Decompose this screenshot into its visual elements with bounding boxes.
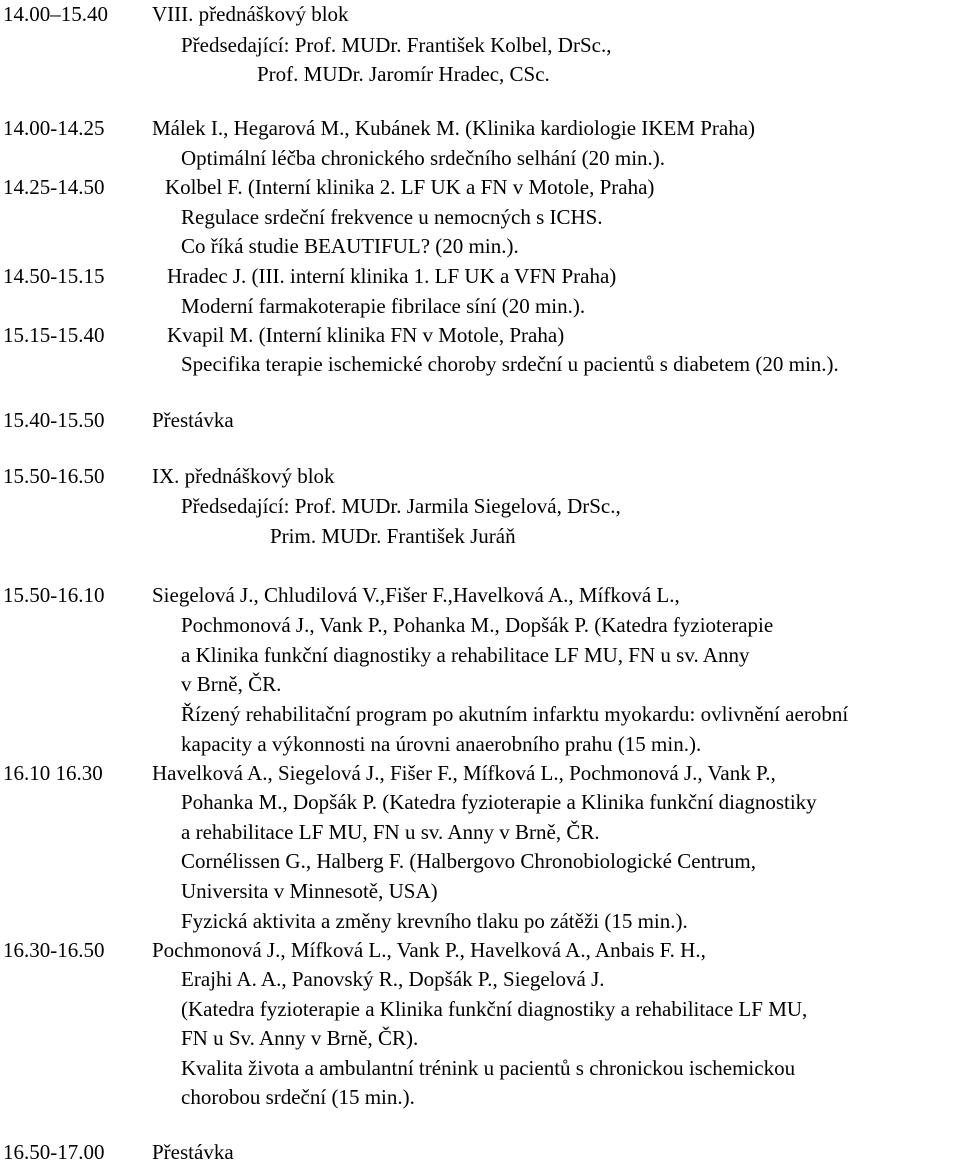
talk-authors: Pochmonová J., Mífková L., Vank P., Havelková A., Anbais F. H.,: [152, 938, 706, 962]
talk-title: kapacity a výkonnosti na úrovni anaerobního prahu (15 min.).: [181, 732, 702, 756]
talk-title: Fyzická aktivita a změny krevního tlaku po zátěži (15 min.).: [181, 909, 688, 933]
talk-time: 15.50-16.10: [3, 583, 105, 607]
talk-affiliation: (Katedra fyzioterapie a Klinika funkční diagnostiky a rehabilitace LF MU,: [181, 997, 808, 1021]
talk-title: Řízený rehabilitační program po akutním infarktu myokardu: ovlivnění aerobní: [181, 702, 849, 726]
chair-line: Prof. MUDr. Jaromír Hradec, CSc.: [257, 62, 550, 86]
talk-authors: Pochmonová J., Vank P., Pohanka M., Dopšák P. (Katedra fyzioterapie: [181, 613, 774, 637]
chair-line: Předsedající: Prof. MUDr. Jarmila Siegelová, DrSc.,: [181, 494, 621, 518]
chair-line: Předsedající: Prof. MUDr. František Kolbel, DrSc.,: [181, 33, 612, 57]
talk-affiliation: FN u Sv. Anny v Brně, ČR).: [181, 1026, 419, 1050]
talk-authors: Málek I., Hegarová M., Kubánek M. (Klinika kardiologie IKEM Praha): [152, 116, 756, 140]
talk-time: 14.25-14.50: [3, 175, 105, 199]
break-label: Přestávka: [152, 1140, 234, 1164]
talk-time: 14.50-15.15: [3, 264, 105, 288]
talk-time: 16.10 16.30: [3, 761, 103, 785]
talk-title: Co říká studie BEAUTIFUL? (20 min.).: [181, 234, 519, 258]
talk-authors: Cornélissen G., Halberg F. (Halbergovo Chronobiologické Centrum,: [181, 849, 756, 873]
session-title: VIII. přednáškový blok: [152, 2, 349, 26]
talk-time: 15.15-15.40: [3, 323, 105, 347]
talk-title: Moderní farmakoterapie fibrilace síní (20 min.).: [181, 294, 586, 318]
talk-time: 16.30-16.50: [3, 938, 105, 962]
talk-title: chorobou srdeční (15 min.).: [181, 1085, 415, 1109]
talk-affiliation: v Brně, ČR.: [181, 672, 282, 696]
talk-title: Regulace srdeční frekvence u nemocných s ICHS.: [181, 205, 603, 229]
break-label: Přestávka: [152, 408, 234, 432]
session-time: 14.00–15.40: [3, 2, 108, 26]
break-time: 15.40-15.50: [3, 408, 105, 432]
talk-time: 14.00-14.25: [3, 116, 105, 140]
talk-affiliation: a rehabilitace LF MU, FN u sv. Anny v Brně, ČR.: [181, 820, 600, 844]
talk-authors: Havelková A., Siegelová J., Fišer F., Mífková L., Pochmonová J., Vank P.,: [152, 761, 776, 785]
talk-authors: Hradec J. (III. interní klinika 1. LF UK a VFN Praha): [167, 264, 617, 288]
chair-line: Prim. MUDr. František Juráň: [270, 524, 516, 548]
talk-title: Kvalita života a ambulantní trénink u pacientů s chronickou ischemickou: [181, 1056, 796, 1080]
talk-authors: Siegelová J., Chludilová V.,Fišer F.,Havelková A., Mífková L.,: [152, 583, 680, 607]
talk-affiliation: a Klinika funkční diagnostiky a rehabilitace LF MU, FN u sv. Anny: [181, 643, 750, 667]
talk-authors: Erajhi A. A., Panovský R., Dopšák P., Siegelová J.: [181, 967, 605, 991]
talk-authors: Kvapil M. (Interní klinika FN v Motole, Praha): [167, 323, 565, 347]
talk-title: Specifika terapie ischemické choroby srdeční u pacientů s diabetem (20 min.).: [181, 352, 839, 376]
talk-authors: Pohanka M., Dopšák P. (Katedra fyzioterapie a Klinika funkční diagnostiky: [181, 790, 817, 814]
session-title: IX. přednáškový blok: [152, 464, 335, 488]
break-time: 16.50-17.00: [3, 1140, 105, 1164]
talk-title: Optimální léčba chronického srdečního selhání (20 min.).: [181, 146, 666, 170]
talk-affiliation: Universita v Minnesotě, USA): [181, 879, 438, 903]
talk-authors: Kolbel F. (Interní klinika 2. LF UK a FN v Motole, Praha): [165, 175, 655, 199]
session-time: 15.50-16.50: [3, 464, 105, 488]
